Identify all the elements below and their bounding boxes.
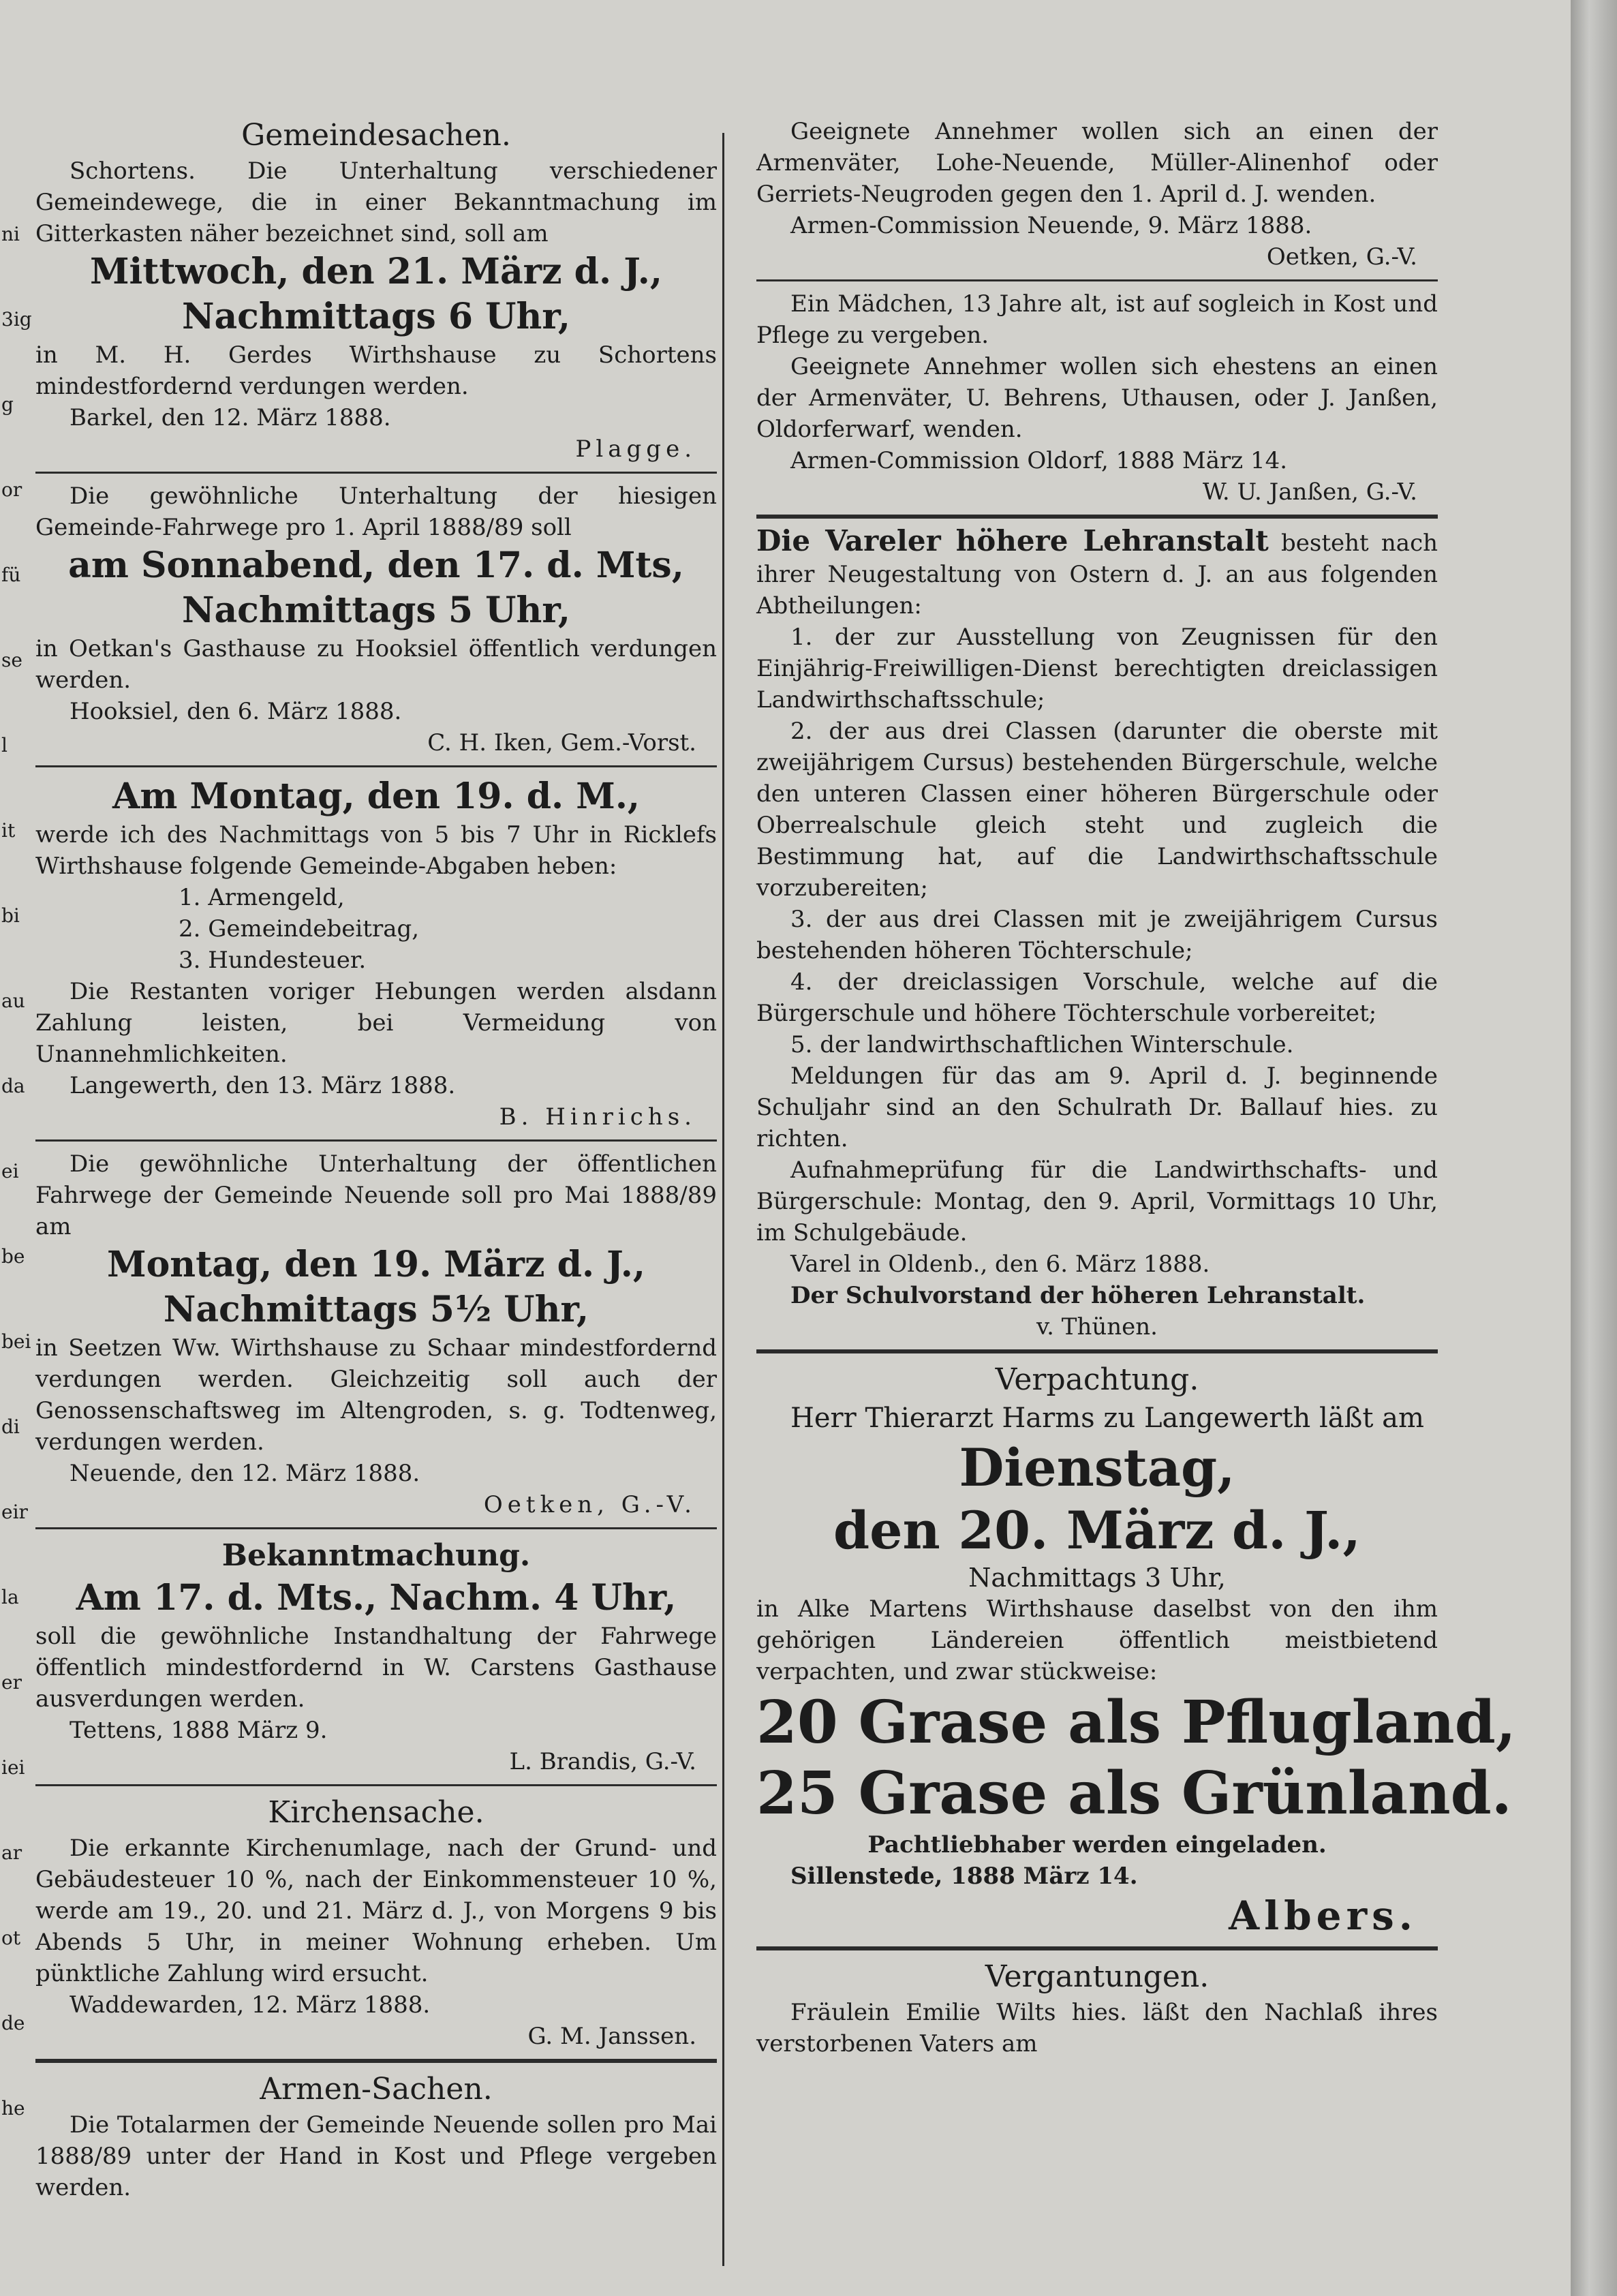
separator-rule (35, 1527, 717, 1529)
ad-signature: L. Brandis, G.-V. (509, 1748, 696, 1775)
ad-text: Die gewöhnliche Unterhaltung der öffentlichen Fahrwege der Gemeinde Neuende soll pro Mai 1888/89 am (35, 1150, 717, 1240)
ad-text: Die gewöhnliche Unterhaltung der hiesigen Gemeinde-Fahrwege pro 1. April 1888/89 soll (35, 483, 717, 541)
adjacent-page-fragment: la (1, 1586, 19, 1608)
ad-text: Die Totalarmen der Gemeinde Neuende sollen pro Mai 1888/89 unter der Hand in Kost und Pflege vergeben werden. (35, 2111, 717, 2201)
ad-offer: 25 Grase als Grünland. (756, 1759, 1512, 1828)
ad-dateline: Tettens, 1888 März 9. (70, 1717, 328, 1744)
ad-signature: Plagge. (575, 435, 696, 463)
ad-text: Aufnahmeprüfung für die Landwirthschafts- und Bürgerschule: Montag, den 9. April, Vormittags 10 Uhr, im Schulgebäude. (756, 1157, 1438, 1246)
ad-text: Die Restanten voriger Hebungen werden alsdann Zahlung leisten, bei Vermeidung von Unannehmlichkeiten. (35, 978, 717, 1068)
ad-text: Geeignete Annehmer wollen sich an einen der Armenväter, Lohe-Neuende, Müller-Alinenhof oder Gerriets-Neugroden gegen den 1. April d. J. wenden. (756, 118, 1438, 208)
adjacent-page-fragment: eir (1, 1501, 28, 1523)
ad-text: werde ich des Nachmittags von 5 bis 7 Uhr in Ricklefs Wirthshause folgende Gemeinde-Abgaben heben: (35, 821, 717, 880)
column-divider (722, 133, 724, 2266)
adjacent-page-fragment: ni (1, 223, 20, 245)
list-item: 1. der zur Ausstellung von Zeugnissen für den Einjährig-Freiwilligen-Dienst berechtigten dreiclassigen Landwirthschaftsschule; (756, 624, 1438, 714)
adjacent-page-fragment: bei (1, 1330, 31, 1353)
adjacent-page-fragment: it (1, 819, 16, 842)
ad-time: Nachmittags 3 Uhr, (968, 1563, 1226, 1593)
section-heading: Armen-Sachen. (260, 2072, 493, 2107)
separator-rule (35, 472, 717, 474)
ad-signature: C. H. Iken, Gem.-Vorst. (427, 729, 696, 756)
adjacent-page-fragment: or (1, 478, 22, 501)
ad-date: den 20. März d. J., (833, 1500, 1361, 1561)
ad-offer: 20 Grase als Pflugland, (756, 1688, 1516, 1757)
list-item: 5. der landwirthschaftlichen Winterschule. (790, 1031, 1294, 1058)
ad-kirchensache (35, 1793, 717, 2052)
ad-time: Nachmittags 5½ Uhr, (163, 1289, 589, 1330)
ad-text: Ein Mädchen, 13 Jahre alt, ist auf sogleich in Kost und Pflege zu vergeben. (756, 290, 1438, 349)
ad-neuende (35, 1148, 717, 1520)
ad-heading: Am Montag, den 19. d. M., (112, 776, 641, 817)
ad-text (756, 525, 1438, 622)
ad-signature: W. U. Janßen, G.-V. (1202, 478, 1417, 506)
separator-rule (35, 1784, 717, 1786)
separator-rule (756, 1946, 1438, 1950)
ad-text: Die erkannte Kirchenumlage, nach der Grund- und Gebäudesteuer 10 %, nach der Einkommensteuer 10 %, werde am 19., 20. und 21. März d. J., von Morgens 9 bis Abends 5 Uhr, in meiner Wohnung erheben. Um pünktliche Zahlung wird ersucht. (35, 1835, 717, 1987)
ad-dateline: Neuende, den 12. März 1888. (70, 1460, 420, 1487)
ad-lead: Die Vareler höhere Lehranstalt (756, 524, 1269, 557)
ad-lehranstalt (756, 525, 1438, 1343)
ad-dateline: Langewerth, den 13. März 1888. (70, 1072, 456, 1099)
page-edge (1571, 0, 1617, 2296)
adjacent-page-fragment: be (1, 1245, 25, 1268)
separator-rule (756, 279, 1438, 281)
section-heading: Verpachtung. (995, 1362, 1199, 1397)
separator-rule (35, 765, 717, 767)
ad-hooksiel (35, 480, 717, 759)
separator-rule (35, 2059, 717, 2063)
ad-text: Pachtliebhaber werden eingeladen. (867, 1831, 1327, 1858)
ad-text: Herr Thierarzt Harms zu Langewerth läßt am (790, 1403, 1424, 1434)
adjacent-page-fragment: se (1, 649, 22, 671)
ad-dateline: Armen-Commission Neuende, 9. März 1888. (790, 212, 1312, 239)
ad-armensachen (35, 2070, 717, 2203)
ad-text: in Oetkan's Gasthause zu Hooksiel öffentlich verdungen werden. (35, 635, 717, 694)
ad-signed-by: Der Schulvorstand der höheren Lehranstalt. (790, 1282, 1366, 1309)
adjacent-page-strip (0, 0, 32, 2296)
adjacent-page-fragment: 3ig (1, 308, 32, 331)
adjacent-page-fragment: er (1, 1671, 22, 1694)
ad-text: in M. H. Gerdes Wirthshause zu Schortens mindestfordernd verdungen werden. (35, 341, 717, 400)
ad-dateline: Hooksiel, den 6. März 1888. (70, 698, 402, 725)
list-item: 3. der aus drei Classen mit je zweijährigem Cursus bestehenden höheren Töchterschule; (756, 906, 1438, 964)
adjacent-page-fragment: di (1, 1415, 20, 1438)
left-column (35, 116, 717, 2203)
ad-day: Dienstag, (959, 1437, 1235, 1498)
adjacent-page-fragment: de (1, 2012, 25, 2034)
adjacent-page-fragment: ar (1, 1841, 22, 1864)
ad-date: Montag, den 19. März d. J., (107, 1244, 645, 1285)
ad-text: Fräulein Emilie Wilts hies. läßt den Nachlaß ihres verstorbenen Vaters am (756, 1999, 1438, 2057)
ad-signature: Oetken, G.-V. (483, 1491, 696, 1518)
adjacent-page-fragment: da (1, 1075, 25, 1097)
ad-date: Mittwoch, den 21. März d. J., (89, 251, 663, 292)
right-column (756, 116, 1516, 2060)
ad-signature: B. Hinrichs. (499, 1103, 696, 1131)
ad-text-inline: besteht nach ihrer Neugestaltung von Ostern d. J. an aus folgenden Abtheilungen: (756, 530, 1438, 619)
ad-signature: Oetken, G.-V. (1266, 243, 1417, 271)
ad-neuende-armen (756, 116, 1438, 273)
separator-rule (35, 1139, 717, 1142)
ad-tettens (35, 1536, 717, 1777)
section-heading: Gemeindesachen. (241, 118, 511, 153)
list-item: 1. Armengeld, (179, 884, 345, 911)
adjacent-page-fragment: au (1, 990, 25, 1012)
separator-rule (756, 1349, 1438, 1353)
ad-text: in Seetzen Ww. Wirthshause zu Schaar mindestfordernd verdungen werden. Gleichzeitig soll auch der Genossenschaftsweg im Altengroden, s. g. Todtenweg, verdungen werden. (35, 1334, 717, 1456)
adjacent-page-fragment: fü (1, 564, 21, 586)
separator-rule (756, 515, 1438, 519)
ad-date: am Sonnabend, den 17. d. Mts, (68, 545, 684, 586)
section-heading: Kirchensache. (268, 1795, 484, 1830)
adjacent-page-fragment: iei (1, 1756, 25, 1779)
ad-text: soll die gewöhnliche Instandhaltung der Fahrwege öffentlich mindestfordernd in W. Carstens Gasthause ausverdungen werden. (35, 1623, 717, 1713)
ad-signature: v. Thünen. (1036, 1313, 1158, 1341)
ad-vergantungen (756, 1957, 1438, 2060)
ad-text: Geeignete Annehmer wollen sich ehestens an einen der Armenväter, U. Behrens, Uthausen, oder J. Janßen, Oldorferwarf, wenden. (756, 353, 1438, 443)
adjacent-page-fragment: ei (1, 1160, 19, 1182)
section-heading: Vergantungen. (985, 1959, 1210, 1994)
adjacent-page-fragment: g (1, 393, 14, 416)
ad-gemeindesachen (35, 116, 717, 465)
ad-text: Meldungen für das am 9. April d. J. beginnende Schuljahr sind an den Schulrath Dr. Ballauf hies. zu richten. (756, 1062, 1438, 1152)
adjacent-page-fragment: he (1, 2097, 25, 2119)
adjacent-page-fragment: ot (1, 1927, 21, 1949)
ad-time: Nachmittags 5 Uhr, (181, 590, 571, 631)
ad-dateline: Varel in Oldenb., den 6. März 1888. (790, 1251, 1210, 1278)
list-item: 3. Hundesteuer. (179, 947, 367, 974)
ad-date: Am 17. d. Mts., Nachm. 4 Uhr, (76, 1577, 677, 1619)
ad-text: Schortens. Die Unterhaltung verschiedener Gemeindewege, die in einer Bekanntmachung im Gitterkasten näher bezeichnet sind, soll am (35, 157, 717, 247)
ad-heading: Bekanntmachung. (221, 1538, 531, 1573)
ad-signature: G. M. Janssen. (527, 2023, 696, 2050)
adjacent-page-fragment: bi (1, 904, 20, 927)
ad-dateline: Waddewarden, 12. März 1888. (70, 1991, 431, 2019)
ad-text: in Alke Martens Wirthshause daselbst von den ihm gehörigen Ländereien öffentlich meistbietend verpachten, und zwar stückweise: (756, 1595, 1438, 1685)
ad-dateline: Sillenstede, 1888 März 14. (790, 1863, 1138, 1890)
list-item: 2. Gemeindebeitrag, (179, 915, 420, 943)
ad-dateline: Armen-Commission Oldorf, 1888 März 14. (790, 447, 1288, 474)
adjacent-page-fragment: l (1, 734, 7, 756)
list-item: 2. der aus drei Classen (darunter die oberste mit zweijährigem Cursus) bestehenden Bürgerschule, welche den unteren Classen einer höheren Bürgerschule oder Oberrealschule gleich steht und zugleich die Bestimmung hat, auf die Landwirthschaftsschule vorzubereiten; (756, 718, 1438, 902)
ad-langewerth (35, 774, 717, 1133)
list-item: 4. der dreiclassigen Vorschule, welche auf die Bürgerschule und höhere Töchterschule vorbereitet; (756, 968, 1438, 1027)
ad-dateline: Barkel, den 12. März 1888. (70, 404, 391, 431)
ad-oldorf (756, 288, 1438, 508)
ad-verpachtung (756, 1360, 1516, 1940)
ad-time: Nachmittags 6 Uhr, (181, 296, 571, 337)
ad-signature: Albers. (1229, 1893, 1417, 1939)
